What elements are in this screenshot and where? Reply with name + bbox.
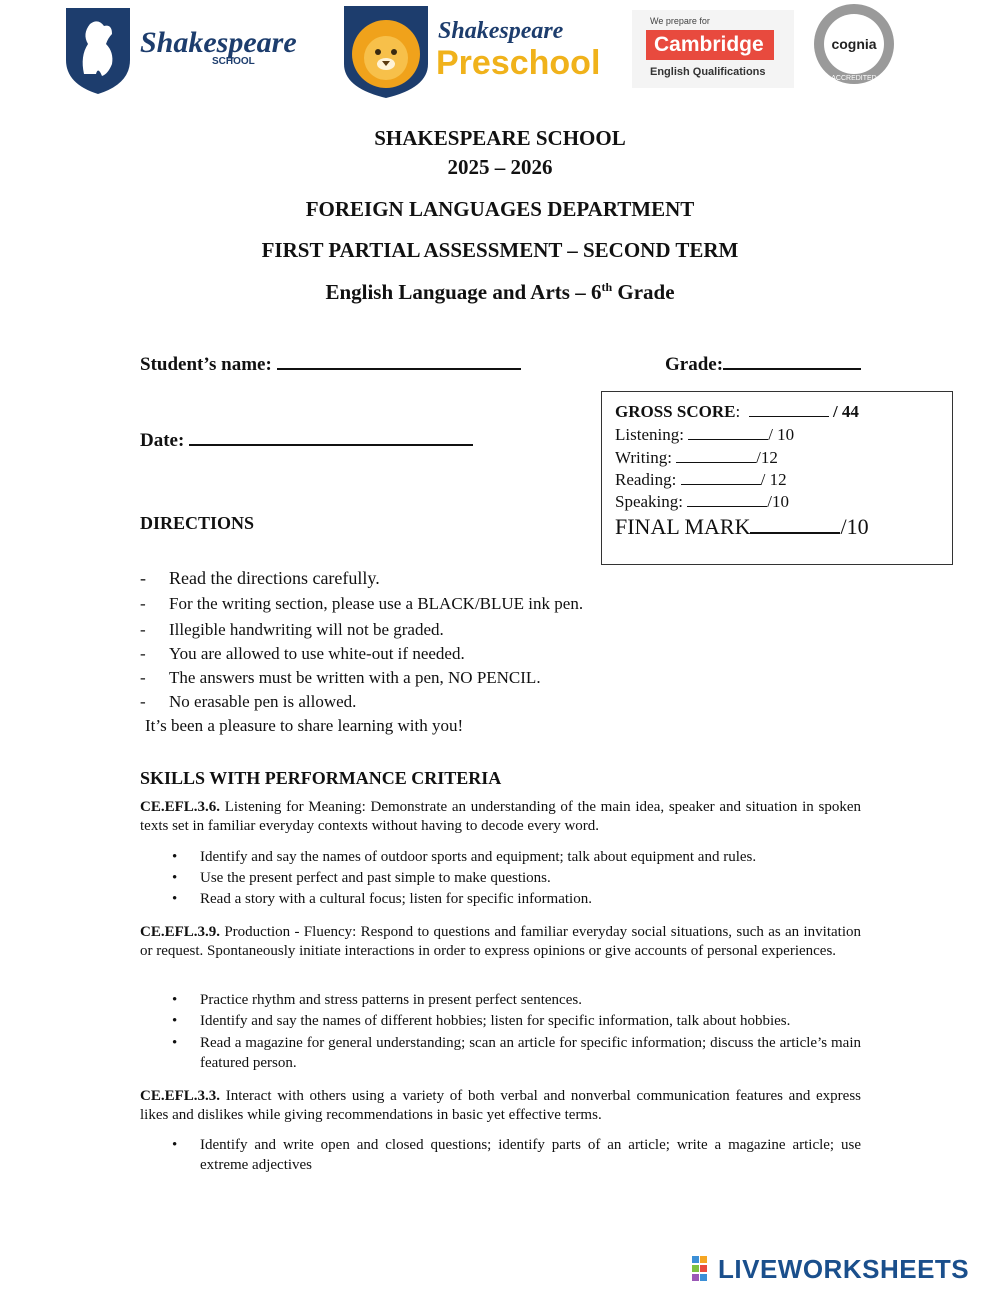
skill-text: Interact with others using a variety of both verbal and nonverbal communication features and express likes and dislikes while giving recommendations in basic yet effective terms.: [140, 1088, 861, 1123]
writing-row: [615, 448, 778, 468]
cognia-ring-text: ACCREDITED: [831, 75, 877, 82]
gross-score-total: / 44: [832, 402, 859, 421]
gross-score-row: GROSS SCORE: / 44: [615, 402, 859, 421]
skill-bullet: [172, 889, 861, 909]
skill-bullet-text: Practice rhythm and stress patterns in present perfect sentences.: [200, 992, 582, 1008]
skill-code: CE.EFL.3.6.: [140, 799, 221, 815]
bullet-icon: •: [172, 992, 178, 1008]
school-logo-sub: SCHOOL: [212, 56, 255, 67]
direction-text: For the writing section, please use a BLACK/BLUE ink pen.: [169, 594, 584, 613]
final-mark-label: FINAL MARK: [615, 514, 751, 539]
skill-paragraph: [140, 798, 861, 836]
skill-code: CE.EFL.3.9.: [140, 924, 221, 940]
shakespeare-school-logo: [62, 4, 297, 96]
bullet-icon: •: [172, 870, 178, 886]
skill-bullet-text: Read a story with a cultural focus; listen for specific information.: [200, 891, 592, 907]
skill-bullet-text: Use the present perfect and past simple to make questions.: [200, 870, 551, 886]
speaking-total: /10: [767, 492, 789, 511]
cognia-text: cognia: [831, 36, 877, 52]
school-year: 2025 – 2026: [447, 155, 553, 179]
liveworksheets-text: LIVEWORKSHEETS: [718, 1254, 970, 1284]
date-label: Date:: [140, 430, 185, 451]
reading-row: [615, 470, 787, 490]
date-row: [140, 430, 473, 452]
subject-title: [0, 280, 1000, 305]
dash-icon: -: [140, 620, 146, 639]
direction-text: You are allowed to use white-out if needed.: [169, 644, 465, 663]
skill-bullet-text: Identify and write open and closed questions; identify parts of an article; write a magazine article; use extreme adjectives: [200, 1137, 861, 1173]
skill-bullet: [172, 868, 861, 888]
subject-sup: th: [601, 280, 613, 294]
reading-label: Reading:: [615, 470, 677, 489]
speaking-label: Speaking:: [615, 492, 683, 511]
student-name-row: [140, 354, 521, 376]
reading-total: / 12: [760, 470, 787, 489]
writing-field[interactable]: [676, 462, 756, 463]
skill-bullet-text: Identify and say the names of outdoor sports and equipment; talk about equipment and rules.: [200, 849, 757, 865]
preschool-logo-top: Shakespeare: [438, 18, 564, 44]
direction-text: The answers must be written with a pen, NO PENCIL.: [169, 668, 541, 687]
lion-face-icon: [342, 4, 430, 100]
skills-heading: SKILLS WITH PERFORMANCE CRITERIA: [140, 768, 502, 788]
cambridge-sub-text: English Qualifications: [650, 66, 766, 78]
listening-total: / 10: [768, 425, 795, 444]
skill-paragraph: [140, 923, 861, 961]
cognia-accredited-seal: [812, 2, 896, 86]
dash-icon: -: [140, 568, 146, 588]
bullet-icon: •: [172, 891, 178, 907]
preschool-logo-main: Preschool: [436, 44, 601, 82]
bullet-icon: •: [172, 1035, 178, 1051]
assessment-title: FIRST PARTIAL ASSESSMENT – SECOND TERM: [261, 238, 739, 262]
final-mark-row: [615, 514, 869, 540]
cognia-seal-icon: [812, 2, 896, 86]
listening-label: Listening:: [615, 425, 684, 444]
skill-bullet: [172, 847, 861, 867]
bullet-icon: •: [172, 1137, 178, 1153]
skill-bullet: [172, 1033, 861, 1073]
listening-field[interactable]: [688, 439, 768, 440]
shakespeare-preschool-logo: [342, 4, 602, 100]
subject-text: English Language and Arts – 6: [325, 280, 602, 304]
dash-icon: -: [140, 594, 146, 613]
liveworksheets-logo[interactable]: [692, 1254, 988, 1284]
school-title: SHAKESPEARE SCHOOL: [374, 126, 626, 150]
reading-field[interactable]: [681, 484, 761, 485]
cambridge-prepare-text: We prepare for: [650, 16, 710, 26]
cambridge-logo: [632, 10, 794, 88]
direction-text: No erasable pen is allowed.: [169, 692, 357, 711]
bullet-icon: •: [172, 1013, 178, 1029]
grade-row: [665, 354, 861, 376]
skill-bullet: [172, 990, 861, 1010]
cambridge-name: Cambridge: [654, 33, 764, 56]
writing-label: Writing:: [615, 448, 672, 467]
skill-bullet: [172, 1135, 861, 1175]
gross-score-label: GROSS SCORE: [615, 402, 736, 421]
direction-text: Read the directions carefully.: [169, 568, 380, 588]
skill-text: Production - Fluency: Respond to questions and familiar everyday social situations, such as an invitation or request. Spontaneously initiate interactions in order to express opinions or give accounts of personal experiences.: [140, 924, 861, 959]
directions-closing: It’s been a pleasure to share learning with you!: [145, 716, 464, 735]
skill-text: Listening for Meaning: Demonstrate an understanding of the main idea, speaker and situation in spoken texts set in familiar everyday contexts without having to decode every word.: [140, 799, 861, 834]
writing-total: /12: [756, 448, 778, 467]
school-logo-name: Shakespeare: [140, 26, 297, 59]
skill-bullet-text: Identify and say the names of different hobbies; listen for specific information, talk about hobbies.: [200, 1013, 791, 1029]
listening-row: [615, 425, 794, 445]
direction-text: Illegible handwriting will not be graded.: [169, 620, 444, 639]
skill-code: CE.EFL.3.3.: [140, 1088, 221, 1104]
subject-end: Grade: [612, 280, 675, 304]
dash-icon: -: [140, 644, 146, 663]
date-field[interactable]: [189, 444, 473, 446]
cambridge-badge: [646, 30, 774, 60]
score-box: [601, 391, 953, 565]
skill-bullet-text: Read a magazine for general understanding; scan an article for specific information; discuss the article’s main featured person.: [200, 1035, 861, 1071]
gross-score-field[interactable]: [749, 416, 829, 417]
directions-heading: DIRECTIONS: [140, 513, 255, 533]
skill-paragraph: [140, 1087, 861, 1125]
lion-shield-icon: [62, 4, 134, 96]
dash-icon: -: [140, 692, 146, 711]
student-name-field[interactable]: [277, 368, 521, 370]
liveworksheets-icon: [692, 1256, 716, 1284]
department-title: FOREIGN LANGUAGES DEPARTMENT: [305, 197, 695, 221]
speaking-row: [615, 492, 789, 512]
speaking-field[interactable]: [687, 506, 767, 507]
skill-bullet: [172, 1011, 861, 1031]
final-mark-total: /10: [840, 514, 869, 539]
dash-icon: -: [140, 668, 146, 687]
grade-label: Grade:: [665, 354, 724, 375]
grade-field[interactable]: [723, 368, 861, 370]
final-mark-field[interactable]: [750, 532, 840, 534]
bullet-icon: •: [172, 849, 178, 865]
student-name-label: Student’s name:: [140, 354, 272, 375]
